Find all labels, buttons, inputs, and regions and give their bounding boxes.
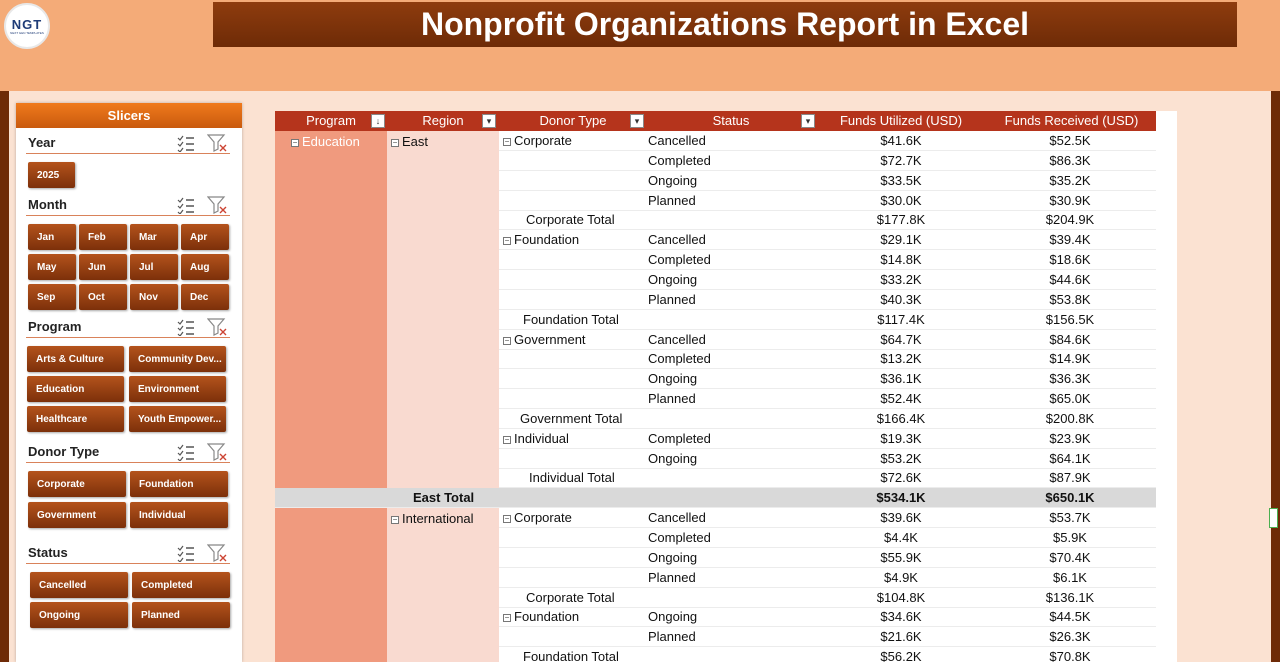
- slicer-status-item-ongoing[interactable]: Ongoing: [30, 602, 128, 628]
- slicer-month-item-apr[interactable]: Apr: [181, 224, 229, 250]
- funds-received-cell: $35.2K: [1049, 172, 1091, 188]
- subtotal-label: Government Total: [520, 410, 623, 426]
- clear-filter-icon[interactable]: [207, 196, 227, 214]
- donor-type-cell[interactable]: [503, 330, 586, 350]
- logo-subtext: NEXT GEN TEMPLATES: [10, 30, 44, 35]
- collapse-icon[interactable]: −: [504, 137, 510, 146]
- subtotal-label: Corporate Total: [526, 212, 615, 228]
- donor-type-label: Government: [514, 331, 586, 347]
- funds-received-cell: $26.3K: [1049, 629, 1091, 645]
- slicer-month-item-jan[interactable]: Jan: [28, 224, 76, 250]
- funds-utilized-cell: $166.4K: [876, 410, 926, 426]
- subtotal-row: [275, 468, 1156, 488]
- slicer-month-item-dec[interactable]: Dec: [181, 284, 229, 310]
- funds-received-cell: $650.1K: [1045, 490, 1095, 506]
- funds-utilized-cell: $177.8K: [876, 212, 926, 228]
- table-row: [275, 191, 1156, 211]
- funds-received-cell: $36.3K: [1049, 371, 1091, 387]
- funds-received-cell: $204.9K: [1045, 212, 1095, 228]
- status-cell: Completed: [648, 351, 711, 367]
- slicer-program-item-healthcare[interactable]: Healthcare: [27, 406, 124, 432]
- table-row: [275, 548, 1156, 568]
- funds-utilized-cell: $33.5K: [880, 172, 922, 188]
- donor-type-cell[interactable]: [503, 508, 572, 528]
- slicer-status-title: Status: [28, 545, 68, 560]
- header-status: Status: [712, 113, 750, 128]
- funds-received-cell: $44.6K: [1049, 271, 1091, 287]
- clear-filter-icon[interactable]: [207, 134, 227, 152]
- funds-received-cell: $52.5K: [1049, 133, 1091, 148]
- slicer-program-item-environment[interactable]: Environment: [129, 376, 226, 402]
- right-border: [1271, 91, 1280, 662]
- slicer-status-item-cancelled[interactable]: Cancelled: [30, 572, 128, 598]
- funds-utilized-cell: $53.2K: [880, 450, 922, 466]
- slicer-year-title: Year: [28, 135, 56, 150]
- status-cell: Completed: [648, 152, 711, 168]
- slicer-donor-type-item-government[interactable]: Government: [28, 502, 126, 528]
- ngt-logo: [4, 3, 50, 49]
- filter-dropdown-status[interactable]: ▾: [801, 114, 815, 128]
- funds-received-cell: $70.8K: [1049, 649, 1091, 662]
- donor-type-cell[interactable]: [503, 230, 579, 250]
- donor-type-cell[interactable]: [503, 607, 579, 627]
- slicer-donor-type-item-foundation[interactable]: Foundation: [130, 471, 228, 497]
- filter-dropdown-donor-type[interactable]: ▾: [630, 114, 644, 128]
- donor-type-label: Foundation: [514, 232, 580, 248]
- collapse-icon[interactable]: −: [292, 138, 298, 147]
- status-cell: Completed: [648, 252, 711, 268]
- table-row: [275, 429, 1156, 449]
- funds-received-cell: $30.9K: [1049, 192, 1091, 208]
- funds-utilized-cell: $534.1K: [876, 490, 926, 506]
- clear-filter-icon[interactable]: [207, 318, 227, 336]
- table-row: [275, 290, 1156, 310]
- slicer-month-item-may[interactable]: May: [28, 254, 76, 280]
- status-cell: Cancelled: [648, 510, 706, 526]
- funds-received-cell: $6.1K: [1053, 569, 1087, 585]
- slicer-program-item-youth-empower[interactable]: Youth Empower...: [129, 406, 226, 432]
- funds-utilized-cell: $21.6K: [880, 629, 922, 645]
- grand-total-label: East Total: [413, 490, 475, 506]
- donor-type-cell[interactable]: [503, 131, 572, 151]
- multi-select-icon[interactable]: [177, 443, 195, 461]
- status-cell: Cancelled: [648, 133, 706, 148]
- funds-received-cell: $5.9K: [1053, 530, 1087, 545]
- slicer-donor-type-item-individual[interactable]: Individual: [130, 502, 228, 528]
- slicer-status-item-planned[interactable]: Planned: [132, 602, 230, 628]
- funds-received-cell: $136.1K: [1045, 589, 1095, 605]
- status-cell: Ongoing: [648, 371, 698, 387]
- funds-utilized-cell: $34.6K: [880, 609, 922, 625]
- slicer-panel: [16, 103, 242, 662]
- funds-utilized-cell: $13.2K: [880, 351, 922, 367]
- subtotal-label: Foundation Total: [523, 649, 619, 662]
- subtotal-label: Foundation Total: [523, 311, 619, 327]
- table-row: [275, 171, 1156, 191]
- funds-utilized-cell: $19.3K: [880, 430, 922, 446]
- clear-filter-icon[interactable]: [207, 443, 227, 461]
- funds-utilized-cell: $52.4K: [880, 391, 922, 407]
- funds-utilized-cell: $64.7K: [880, 331, 922, 347]
- table-row: [275, 627, 1156, 647]
- slicer-month-item-nov[interactable]: Nov: [130, 284, 178, 310]
- header-program: Program: [306, 113, 356, 128]
- donor-type-label: Corporate: [514, 133, 572, 148]
- table-row: [275, 389, 1156, 409]
- slicer-month-header: [26, 194, 230, 216]
- subtotal-row: [275, 647, 1156, 662]
- subtotal-label: Corporate Total: [526, 589, 615, 605]
- pivot-header-row: [275, 111, 1156, 131]
- slicer-month-item-sep[interactable]: Sep: [28, 284, 76, 310]
- status-cell: Planned: [648, 391, 696, 407]
- header-funds-utilized-usd: Funds Utilized (USD): [839, 113, 963, 128]
- slicer-month-item-oct[interactable]: Oct: [79, 284, 127, 310]
- status-cell: Ongoing: [648, 450, 698, 466]
- donor-type-label: Individual: [514, 430, 569, 446]
- funds-received-cell: $14.9K: [1049, 351, 1091, 367]
- status-cell: Planned: [648, 291, 696, 307]
- program-label: Education: [302, 134, 360, 149]
- multi-select-icon[interactable]: [177, 134, 195, 152]
- funds-received-cell: $44.5K: [1049, 609, 1091, 625]
- collapse-icon[interactable]: −: [504, 613, 510, 623]
- funds-received-cell: $65.0K: [1049, 391, 1091, 407]
- subtotal-row: [275, 310, 1156, 330]
- region-cell-international[interactable]: [391, 511, 474, 526]
- table-row: [275, 568, 1156, 588]
- slicer-program-header: [26, 316, 230, 338]
- funds-received-cell: $53.7K: [1049, 510, 1091, 526]
- table-row: [275, 330, 1156, 350]
- funds-received-cell: $23.9K: [1049, 430, 1091, 446]
- funds-utilized-cell: $39.6K: [880, 510, 922, 526]
- report-title-bar: [213, 2, 1237, 47]
- funds-received-cell: $200.8K: [1045, 410, 1095, 426]
- slicer-program-title: Program: [28, 319, 82, 334]
- subtotal-row: [275, 409, 1156, 429]
- funds-received-cell: $39.4K: [1049, 232, 1091, 248]
- status-cell: Ongoing: [648, 172, 698, 188]
- status-cell: Planned: [648, 192, 696, 208]
- funds-utilized-cell: $40.3K: [880, 291, 922, 307]
- funds-utilized-cell: $72.7K: [880, 152, 922, 168]
- slicer-month-item-aug[interactable]: Aug: [181, 254, 229, 280]
- slicer-month-item-feb[interactable]: Feb: [79, 224, 127, 250]
- funds-utilized-cell: $29.1K: [880, 232, 922, 248]
- funds-utilized-cell: $56.2K: [880, 649, 922, 662]
- region-label: International: [402, 511, 474, 526]
- funds-received-cell: $84.6K: [1049, 331, 1091, 347]
- slicer-month-item-mar[interactable]: Mar: [130, 224, 178, 250]
- collapse-icon[interactable]: −: [504, 236, 510, 246]
- slicer-donor-type-header: [26, 441, 230, 463]
- subtotal-label: Individual Total: [529, 470, 615, 486]
- table-row: [275, 270, 1156, 290]
- program-cell-education[interactable]: [291, 134, 360, 149]
- region-cell-east[interactable]: [391, 134, 428, 149]
- status-cell: Ongoing: [648, 271, 698, 287]
- funds-utilized-cell: $72.6K: [880, 470, 922, 486]
- status-cell: Completed: [648, 430, 711, 446]
- header-region: Region: [422, 113, 464, 128]
- multi-select-icon[interactable]: [177, 318, 195, 336]
- clear-filter-icon[interactable]: [207, 544, 227, 562]
- table-row: [275, 230, 1156, 250]
- header-donor-type: Donor Type: [539, 113, 607, 128]
- slicer-month-item-jul[interactable]: Jul: [130, 254, 178, 280]
- subtotal-row: [275, 588, 1156, 608]
- table-row: [275, 151, 1156, 171]
- funds-utilized-cell: $33.2K: [880, 271, 922, 287]
- funds-received-cell: $53.8K: [1049, 291, 1091, 307]
- header-funds-received-usd: Funds Received (USD): [1004, 113, 1139, 128]
- slicer-donor-type-item-corporate[interactable]: Corporate: [28, 471, 126, 497]
- table-row: [275, 250, 1156, 270]
- slicer-donor-type-title: Donor Type: [28, 444, 100, 459]
- logo-text: NGT: [11, 16, 43, 32]
- collapse-icon[interactable]: −: [504, 335, 510, 345]
- pivot-table: [275, 111, 1177, 662]
- status-cell: Ongoing: [648, 549, 698, 565]
- table-row: [275, 349, 1156, 369]
- funds-utilized-cell: $104.8K: [876, 589, 926, 605]
- funds-received-cell: $87.9K: [1049, 470, 1091, 486]
- collapse-icon[interactable]: −: [504, 514, 510, 524]
- status-cell: Ongoing: [648, 609, 698, 625]
- funds-utilized-cell: $14.8K: [880, 252, 922, 268]
- slicer-program-item-education[interactable]: Education: [27, 376, 124, 402]
- slicer-program-item-arts-culture[interactable]: Arts & Culture: [27, 346, 124, 372]
- funds-utilized-cell: $41.6K: [880, 133, 922, 148]
- report-title: Nonprofit Organizations Report in Excel: [420, 6, 1030, 42]
- table-row: [275, 449, 1156, 469]
- donor-type-label: Corporate: [514, 510, 572, 526]
- region-label: East: [402, 134, 429, 149]
- funds-received-cell: $156.5K: [1045, 311, 1095, 327]
- funds-utilized-cell: $30.0K: [880, 192, 922, 208]
- slicer-year-header: [26, 132, 230, 154]
- status-cell: Planned: [648, 569, 696, 585]
- table-row: [275, 369, 1156, 389]
- multi-select-icon[interactable]: [177, 196, 195, 214]
- donor-type-cell[interactable]: [503, 429, 569, 449]
- slicer-month-item-jun[interactable]: Jun: [79, 254, 127, 280]
- collapse-icon[interactable]: −: [392, 515, 398, 524]
- grand-total-row: [275, 488, 1156, 508]
- funds-received-cell: $70.4K: [1049, 549, 1091, 565]
- slicer-panel-header: Slicers: [16, 103, 242, 128]
- funds-utilized-cell: $36.1K: [880, 371, 922, 387]
- funds-received-cell: $18.6K: [1049, 252, 1091, 268]
- collapse-icon[interactable]: −: [504, 434, 510, 444]
- multi-select-icon[interactable]: [177, 544, 195, 562]
- funds-utilized-cell: $117.4K: [877, 311, 925, 327]
- filter-dropdown-region[interactable]: ▾: [482, 114, 496, 128]
- status-cell: Cancelled: [648, 331, 706, 347]
- status-cell: Planned: [648, 629, 696, 645]
- funds-received-cell: $64.1K: [1049, 450, 1091, 466]
- funds-utilized-cell: $55.9K: [880, 549, 922, 565]
- table-row: [275, 607, 1156, 627]
- slicer-program-item-community-dev[interactable]: Community Dev...: [129, 346, 226, 372]
- slicer-status-item-completed[interactable]: Completed: [132, 572, 230, 598]
- subtotal-row: [275, 210, 1156, 230]
- status-cell: Completed: [648, 530, 711, 545]
- table-row: [275, 528, 1156, 548]
- slicer-year-item-2025[interactable]: 2025: [28, 162, 75, 188]
- funds-received-cell: $86.3K: [1049, 152, 1091, 168]
- collapse-icon[interactable]: −: [392, 138, 398, 147]
- left-border: [0, 91, 9, 662]
- status-cell: Cancelled: [648, 232, 706, 248]
- selection-handle[interactable]: [1269, 508, 1278, 528]
- slicer-status-header: [26, 542, 230, 564]
- funds-utilized-cell: $4.4K: [884, 530, 918, 545]
- slicer-month-title: Month: [28, 197, 67, 212]
- donor-type-label: Foundation: [514, 609, 580, 625]
- funds-utilized-cell: $4.9K: [884, 569, 918, 585]
- filter-dropdown-program[interactable]: ↓: [371, 114, 385, 128]
